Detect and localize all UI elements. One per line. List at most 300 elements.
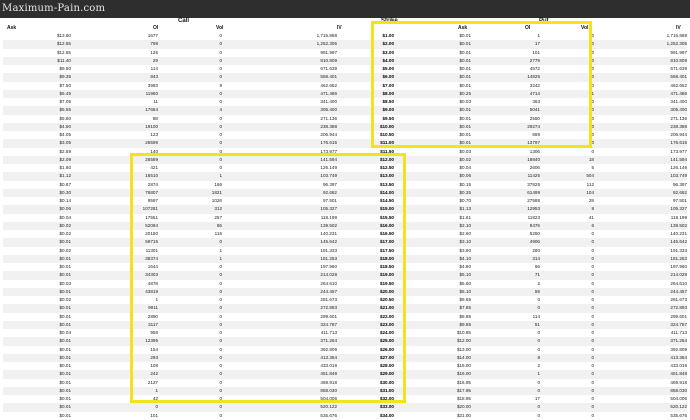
- table-row: [3, 189, 687, 197]
- strike-cell: $9.50: [382, 115, 394, 121]
- put-iv-cell: 671.639: [670, 66, 687, 71]
- put-oi-cell: 0: [537, 346, 540, 352]
- put-vol-cell: 112: [586, 181, 594, 187]
- call-iv-cell: 191.333: [320, 247, 337, 253]
- table-row: [3, 131, 687, 139]
- put-ask-cell: $0.06: [459, 173, 471, 179]
- put-oi-cell: 0: [537, 338, 540, 344]
- call-ask-header: Ask: [7, 25, 17, 31]
- put-ask-cell: $5.10: [459, 272, 471, 278]
- table-row: [3, 73, 687, 81]
- put-iv-cell: 371.264: [670, 338, 687, 344]
- put-oi-cell: 29274: [527, 123, 540, 129]
- put-iv-cell: 173.977: [670, 148, 687, 154]
- call-oi-cell: 1: [155, 387, 158, 393]
- call-oi-cell: 101: [150, 412, 158, 418]
- call-ask-cell: $0.01: [59, 363, 71, 368]
- put-vol-cell: 0: [591, 99, 594, 104]
- call-vol-cell: 0: [219, 330, 222, 335]
- call-iv-cell: 520.122: [320, 404, 337, 410]
- call-iv-cell: 103.749: [320, 173, 337, 179]
- table-row: [3, 354, 687, 362]
- call-vol-cell: 0: [219, 148, 222, 154]
- call-vol-cell: 1: [219, 255, 222, 261]
- put-ask-cell: $1.13: [459, 206, 471, 212]
- put-vol-cell: 0: [591, 313, 594, 319]
- put-ask-cell: $2.10: [459, 222, 471, 228]
- strike-cell: $19.00: [379, 272, 394, 278]
- put-oi-cell: 59: [534, 288, 540, 294]
- put-iv-cell: 139.502: [670, 222, 687, 228]
- call-iv-cell: 145.642: [320, 239, 337, 245]
- call-vol-cell: 0: [219, 140, 222, 146]
- put-vol-cell: 0: [591, 280, 594, 286]
- table-row: [3, 379, 687, 387]
- put-ask-cell: $0.01: [459, 33, 471, 38]
- call-ask-cell: $0.03: [59, 280, 71, 286]
- put-iv-cell: 271.136: [670, 115, 687, 121]
- put-oi-cell: 37825: [527, 181, 540, 187]
- call-oi-cell: 9911: [148, 305, 158, 311]
- put-oi-cell: 8: [537, 354, 540, 360]
- call-iv-cell: 433.019: [320, 363, 337, 368]
- call-oi-cell: 42: [152, 396, 158, 401]
- call-iv-cell: 462.652: [320, 82, 337, 88]
- call-iv-cell: 176.615: [320, 140, 337, 146]
- put-iv-cell: 520.122: [670, 404, 687, 410]
- call-vol-cell: 0: [219, 297, 222, 302]
- table-row: [3, 288, 687, 296]
- put-oi-cell: 314: [532, 255, 540, 261]
- put-oi-cell: 3242: [529, 82, 540, 88]
- call-ask-cell: $5.80: [59, 115, 71, 121]
- put-iv-cell: 264.610: [670, 280, 687, 286]
- call-iv-cell: 810.809: [320, 57, 337, 63]
- call-iv-cell: 96.397: [322, 181, 337, 187]
- table-row: [3, 230, 687, 238]
- strike-cell: $14.00: [379, 189, 394, 195]
- strike-cell: $11.50: [380, 148, 394, 154]
- put-ask-cell: $10.85: [456, 330, 471, 335]
- put-iv-cell: 469.918: [670, 379, 687, 385]
- put-vol-cell: 0: [591, 239, 594, 245]
- call-ask-cell: $0.01: [59, 396, 71, 401]
- call-iv-cell: 392.809: [320, 346, 337, 352]
- put-vol-cell: 0: [591, 123, 594, 129]
- call-vol-cell: 166: [214, 181, 222, 187]
- put-iv-cell: 392.809: [670, 346, 687, 352]
- strike-cell: $10.50: [379, 132, 394, 137]
- call-oi-cell: 76807: [145, 189, 158, 195]
- put-iv-header: IV: [676, 25, 681, 31]
- call-iv-cell: 139.502: [320, 222, 337, 228]
- put-ask-cell: $6.10: [459, 288, 471, 294]
- put-vol-cell: 9: [591, 206, 594, 212]
- table-row: [3, 238, 687, 246]
- table-row: [3, 362, 687, 370]
- call-vol-cell: 312: [214, 206, 222, 212]
- put-iv-cell: 558.401: [670, 74, 687, 80]
- put-ask-cell: $4.10: [459, 255, 471, 261]
- call-oi-cell: 59715: [145, 239, 158, 245]
- call-ask-cell: $0.02: [59, 247, 71, 253]
- put-vol-cell: 0: [591, 33, 594, 38]
- call-ask-cell: $0.01: [59, 346, 71, 352]
- call-iv-cell: 558.401: [320, 74, 337, 80]
- table-row: [3, 403, 687, 411]
- call-ask-cell: $6.45: [59, 90, 71, 96]
- table-row: [3, 32, 687, 40]
- put-iv-cell: 504.006: [670, 396, 687, 401]
- put-oi-cell: 61499: [527, 189, 540, 195]
- put-ask-cell: $3.60: [459, 247, 471, 253]
- call-iv-cell: 271.136: [320, 115, 337, 121]
- call-vol-cell: 0: [219, 272, 222, 278]
- strike-cell: $20.50: [379, 297, 394, 302]
- put-iv-cell: 411.713: [670, 330, 687, 335]
- strike-cell: $30.00: [379, 379, 394, 385]
- put-vol-cell: 0: [591, 396, 594, 401]
- strike-cell: $7.00: [382, 82, 394, 88]
- call-ask-cell: $2.09: [59, 156, 71, 162]
- table-row: [3, 205, 687, 213]
- put-ask-cell: $4.60: [459, 264, 471, 269]
- call-iv-cell: 97.501: [322, 198, 337, 203]
- put-oi-cell: 101: [532, 49, 540, 55]
- call-ask-cell: $0.01: [59, 387, 71, 393]
- strike-cell: $31.00: [379, 387, 394, 393]
- call-iv-cell: 411.713: [320, 330, 337, 335]
- put-ask-cell: $12.00: [456, 338, 471, 344]
- put-oi-cell: 2779: [529, 57, 540, 63]
- call-ask-cell: $12.55: [56, 49, 71, 55]
- call-vol-cell: 0: [219, 66, 222, 71]
- call-ask-cell: $0.04: [59, 330, 71, 335]
- call-oi-cell: 11301: [145, 247, 158, 253]
- table-row: [3, 123, 687, 131]
- call-iv-cell: 413.364: [320, 354, 337, 360]
- put-iv-cell: 324.787: [670, 321, 687, 327]
- put-ask-cell: $8.85: [459, 313, 471, 319]
- table-row: [3, 412, 687, 420]
- strike-cell: $8.50: [382, 99, 394, 104]
- put-iv-cell: 462.652: [670, 82, 687, 88]
- strike-cell: $26.00: [379, 346, 394, 352]
- put-vol-cell: 0: [591, 140, 594, 146]
- call-vol-cell: 0: [219, 379, 222, 385]
- put-iv-cell: 991.997: [670, 49, 687, 55]
- site-logo[interactable]: Maximum-Pain.com: [2, 3, 106, 14]
- put-ask-cell: $0.01: [459, 49, 471, 55]
- put-oi-cell: 4572: [529, 66, 540, 71]
- call-oi-cell: 108: [150, 363, 158, 368]
- put-oi-cell: 0: [537, 305, 540, 311]
- strike-cell: $12.50: [379, 165, 394, 170]
- put-vol-cell: 0: [591, 338, 594, 344]
- put-iv-cell: 191.333: [670, 247, 687, 253]
- table-row: [3, 346, 687, 354]
- call-oi-cell: 126: [150, 49, 158, 55]
- call-oi-cell: 12395: [145, 338, 158, 344]
- strike-cell: $4.00: [382, 57, 394, 63]
- call-ask-cell: $0.02: [59, 231, 71, 236]
- put-ask-cell: $9.85: [459, 321, 471, 327]
- call-ask-cell: $9.50: [59, 66, 71, 71]
- put-vol-cell: 5: [591, 165, 594, 170]
- call-ask-cell: $0.04: [59, 214, 71, 220]
- put-vol-cell: 0: [591, 387, 594, 393]
- call-iv-cell: 305.400: [320, 107, 337, 113]
- table-row: [3, 181, 687, 189]
- put-iv-cell: 118.199: [670, 214, 687, 220]
- put-oi-cell: 1306: [529, 148, 540, 154]
- put-ask-cell: $0.01: [459, 140, 471, 146]
- put-oi-cell: 11823: [527, 214, 540, 220]
- put-vol-cell: 1: [591, 90, 594, 96]
- put-oi-cell: 0: [537, 404, 540, 410]
- table-row: [3, 247, 687, 255]
- call-oi-cell: 2127: [147, 379, 158, 385]
- put-ask-header: Ask: [458, 25, 468, 31]
- put-vol-cell: 0: [591, 379, 594, 385]
- call-iv-cell: 471.486: [320, 90, 337, 96]
- strike-cell: $16.00: [379, 222, 394, 228]
- strike-cell: $18.00: [379, 255, 394, 261]
- call-oi-cell: 123: [150, 132, 158, 137]
- call-vol-cell: 4: [219, 107, 222, 113]
- put-iv-cell: 103.749: [670, 173, 687, 179]
- strike-cell: $18.50: [379, 264, 394, 269]
- call-iv-header: IV: [337, 25, 342, 31]
- strike-cell: $22.00: [379, 313, 394, 319]
- call-ask-cell: $0.01: [59, 264, 71, 269]
- call-oi-cell: 293: [150, 354, 158, 360]
- table-row: [3, 49, 687, 57]
- call-ask-cell: $2.59: [59, 148, 71, 154]
- call-ask-cell: $0.01: [59, 313, 71, 319]
- put-iv-cell: 105.327: [670, 206, 687, 212]
- call-ask-cell: $12.55: [56, 41, 71, 47]
- put-iv-cell: 281.673: [670, 297, 687, 302]
- call-iv-cell: 238.388: [320, 123, 337, 129]
- put-oi-cell: 363: [532, 99, 540, 104]
- call-ask-cell: $0.06: [59, 206, 71, 212]
- table-body: [3, 32, 687, 420]
- call-iv-cell: 181.253: [320, 255, 337, 261]
- call-ask-cell: $11.40: [57, 57, 71, 63]
- put-vol-cell: 504: [586, 173, 594, 179]
- put-iv-cell: 181.253: [670, 255, 687, 261]
- table-row: [3, 164, 687, 172]
- put-oi-cell: 4714: [529, 90, 540, 96]
- put-ask-cell: $0.01: [459, 66, 471, 71]
- call-iv-cell: 272.893: [320, 305, 337, 311]
- call-ask-cell: $0.01: [59, 321, 71, 327]
- strike-cell: $12.00: [379, 156, 394, 162]
- put-iv-cell: 97.501: [672, 198, 687, 203]
- strike-cell: $11.00: [380, 140, 394, 146]
- put-ask-cell: $7.85: [459, 305, 471, 311]
- table-row: [3, 115, 687, 123]
- put-ask-cell: $0.01: [459, 82, 471, 88]
- call-vol-cell: 0: [219, 132, 222, 137]
- put-ask-cell: $0.35: [459, 189, 471, 195]
- put-ask-cell: $5.60: [459, 280, 471, 286]
- put-oi-cell: 1: [537, 33, 540, 38]
- call-ask-cell: $4.05: [59, 132, 71, 137]
- call-vol-cell: 1026: [211, 198, 222, 203]
- call-iv-cell: 214.028: [320, 272, 337, 278]
- call-oi-cell: 242: [150, 371, 158, 377]
- call-ask-cell: $0.01: [59, 255, 71, 261]
- put-oi-cell: 12953: [527, 206, 540, 212]
- strike-cell: $13.50: [379, 181, 394, 187]
- put-ask-cell: $0.01: [459, 74, 471, 80]
- call-oi-cell: 9597: [147, 198, 158, 203]
- call-vol-cell: 0: [219, 115, 222, 121]
- call-vol-cell: 0: [219, 264, 222, 269]
- put-vol-header: Vol: [581, 25, 589, 31]
- call-vol-cell: 0: [219, 396, 222, 401]
- call-iv-cell: 1,252.305: [316, 41, 337, 47]
- strike-cell: $9.00: [382, 107, 394, 113]
- call-vol-cell: 0: [219, 338, 222, 344]
- put-group-header: Put: [539, 18, 549, 24]
- table-row: [3, 98, 687, 106]
- put-vol-cell: 0: [591, 231, 594, 236]
- put-iv-cell: 244.457: [670, 288, 687, 294]
- put-ask-cell: $15.00: [456, 363, 471, 368]
- call-ask-cell: $0.67: [59, 181, 71, 187]
- put-oi-cell: 669: [532, 132, 540, 137]
- call-vol-cell: 257: [214, 214, 222, 220]
- put-iv-cell: 141.594: [670, 156, 687, 162]
- option-chain-table: [3, 18, 687, 418]
- call-vol-cell: 1: [219, 173, 222, 179]
- call-oi-cell: 154: [150, 346, 158, 352]
- table-row: [3, 148, 687, 156]
- call-oi-cell: 114: [150, 66, 158, 71]
- table-row: [3, 337, 687, 345]
- table-row: [3, 321, 687, 329]
- put-ask-cell: $13.00: [456, 346, 471, 352]
- put-oi-cell: 2: [537, 363, 540, 368]
- put-iv-cell: 341.400: [670, 99, 687, 104]
- table-row: [3, 387, 687, 395]
- call-vol-cell: 0: [219, 90, 222, 96]
- strike-cell: $14.50: [379, 198, 394, 203]
- call-iv-cell: 469.918: [320, 379, 337, 385]
- put-vol-cell: 0: [591, 346, 594, 352]
- strike-cell: $17.00: [379, 239, 394, 245]
- call-oi-cell: 52094: [145, 222, 158, 228]
- put-oi-cell: 0: [537, 387, 540, 393]
- call-iv-cell: 281.673: [320, 297, 337, 302]
- put-oi-cell: 2606: [529, 165, 540, 170]
- top-bar: [0, 0, 690, 18]
- call-vol-cell: 116: [214, 231, 222, 236]
- call-ask-cell: $0.01: [59, 288, 71, 294]
- put-ask-cell: $0.15: [459, 181, 471, 187]
- call-vol-cell: 0: [219, 363, 222, 368]
- table-row: [3, 214, 687, 222]
- call-iv-cell: 197.960: [320, 264, 337, 269]
- put-vol-cell: 18: [588, 156, 594, 162]
- put-vol-cell: 0: [591, 74, 594, 80]
- table-row: [3, 329, 687, 337]
- put-iv-cell: 272.893: [670, 305, 687, 311]
- put-ask-cell: $0.01: [459, 41, 471, 47]
- put-ask-cell: $0.01: [459, 123, 471, 129]
- call-oi-cell: 11: [153, 99, 158, 104]
- put-iv-cell: 471.486: [670, 90, 687, 96]
- call-oi-cell: 20150: [145, 231, 158, 236]
- strike-cell: $25.00: [379, 338, 394, 344]
- put-vol-cell: 0: [591, 41, 594, 47]
- table-row: [3, 271, 687, 279]
- call-iv-cell: 371.264: [320, 338, 337, 344]
- table-row: [3, 156, 687, 164]
- call-iv-cell: 535.676: [320, 412, 337, 418]
- table-row: [3, 395, 687, 403]
- call-oi-cell: 34303: [145, 272, 158, 278]
- call-iv-cell: 173.977: [320, 148, 337, 154]
- call-vol-cell: 0: [219, 239, 222, 245]
- put-oi-cell: 0: [537, 379, 540, 385]
- call-iv-cell: 92.662: [322, 189, 337, 195]
- strike-cell: $32.00: [379, 396, 394, 401]
- put-oi-cell: 4906: [529, 239, 540, 245]
- put-iv-cell: 238.388: [670, 123, 687, 129]
- put-iv-cell: 140.231: [670, 231, 687, 236]
- call-oi-cell: 798: [150, 41, 158, 47]
- put-iv-cell: 145.642: [670, 239, 687, 245]
- call-vol-cell: 0: [219, 165, 222, 170]
- call-iv-cell: 451.848: [320, 371, 337, 377]
- call-vol-cell: 1: [219, 247, 222, 253]
- put-oi-cell: 51: [534, 321, 540, 327]
- table-row: [3, 57, 687, 65]
- call-iv-cell: 991.997: [320, 49, 337, 55]
- put-iv-cell: 535.676: [670, 412, 687, 418]
- put-vol-cell: 0: [591, 57, 594, 63]
- put-vol-cell: 0: [591, 305, 594, 311]
- strike-cell: $13.00: [379, 173, 394, 179]
- put-vol-cell: 90: [588, 82, 594, 88]
- table-row: [3, 90, 687, 98]
- put-ask-cell: $3.10: [459, 239, 471, 245]
- put-vol-cell: 0: [591, 66, 594, 71]
- call-oi-cell: 140: [150, 148, 158, 154]
- call-oi-cell: 17551: [145, 214, 158, 220]
- call-vol-cell: 1821: [211, 189, 222, 195]
- call-ask-cell: $3.05: [59, 140, 71, 146]
- put-vol-cell: 0: [591, 371, 594, 377]
- put-ask-cell: $16.00: [456, 371, 471, 377]
- strike-cell: $5.00: [382, 66, 394, 71]
- call-vol-cell: 0: [219, 288, 222, 294]
- put-iv-cell: 413.364: [670, 354, 687, 360]
- put-oi-cell: 260: [532, 247, 540, 253]
- put-oi-cell: 1: [537, 371, 540, 377]
- call-ask-cell: $9.35: [59, 74, 71, 80]
- strike-cell: $34.00: [379, 412, 394, 418]
- column-header-row: [3, 25, 687, 32]
- put-iv-cell: 92.662: [672, 189, 687, 195]
- call-oi-cell: 2890: [147, 313, 158, 319]
- put-vol-cell: 0: [591, 255, 594, 261]
- put-oi-cell: 0: [537, 297, 540, 302]
